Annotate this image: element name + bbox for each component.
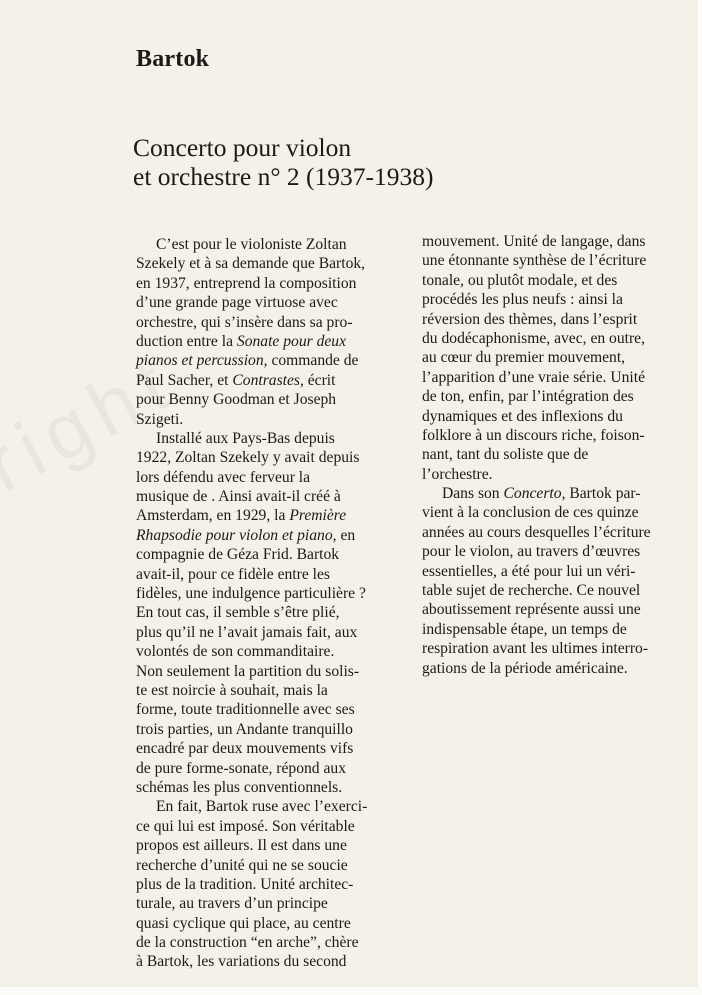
text-line [422,445,690,464]
text-run: , en [332,526,356,544]
text-run: de pure forme-sonate, répond aux [136,759,346,777]
text-line [422,465,690,484]
text-run: pour Benny Goodman et Joseph [136,391,337,409]
text-run: recherche d’unité qui ne se soucie [136,856,348,874]
text-line [422,290,690,309]
italic-title: Sonate pour deux [236,332,347,350]
text-line [136,642,412,661]
text-line [136,410,412,429]
title-line: et orchestre n° 2 (1937-1938) [133,162,434,191]
text-line [422,542,690,561]
text-line [422,581,690,600]
text-run: propos est ailleurs. Il est dans une [136,837,347,855]
text-run: indispensable étape, un temps de [422,620,627,638]
text-run: compagnie de Géza Frid. Bartok [136,546,340,564]
text-run: gations de la période américaine. [422,659,628,677]
text-run: années au cours desquelles l’écriture [422,523,651,541]
text-line [136,584,412,603]
text-line [422,620,690,639]
text-run: procédés les plus neufs : ainsi la [422,291,623,309]
text-run: Installé aux Pays-Bas depuis [156,429,335,447]
text-run: turale, au travers d’un principe [136,895,328,913]
text-run: fidèles, une indulgence particulière ? [136,585,366,603]
text-run: du dodécaphonisme, avec, en outre, [422,329,645,347]
text-line [136,778,412,797]
text-column-left [136,235,412,972]
text-line [136,274,412,293]
text-run: de ton, enfin, par l’intégration des [422,388,634,406]
text-run: C’est pour le violoniste Zoltan [156,236,347,253]
text-run: , écrit [299,371,336,389]
italic-title: pianos et percussion [136,352,264,370]
text-line [136,836,412,855]
text-line [136,759,412,778]
text-run: dynamiques et des inflexions du [422,407,623,425]
text-run: plus de la tradition. Unité architec- [136,875,354,893]
text-run: duction entre la [136,332,237,350]
text-run: trois parties, un Andante tranquillo [136,720,353,738]
text-run: ce qui lui est imposé. Son véritable [136,817,355,835]
text-run: orchestre, qui s’insère dans sa pro- [136,313,353,331]
text-run: l’orchestre. [422,465,493,483]
text-line [136,293,412,312]
text-run: l’apparition d’une vraie série. Unité [422,368,645,386]
page-edge-right [698,0,702,995]
italic-title: Contrastes [232,371,300,389]
text-line [422,562,690,581]
text-run: forme, toute traditionnelle avec ses [136,701,355,719]
text-line [422,407,690,426]
text-run: vient à la conclusion de ces quinze [422,504,639,522]
text-run: , commande de [263,352,359,370]
text-run: Dans son [442,485,504,503]
text-run: de la construction “en arche”, chère [136,934,359,952]
text-run: Paul Sacher, et [136,371,233,389]
text-line [422,387,690,406]
composer-heading: Bartok [136,46,210,72]
text-line [136,797,412,816]
text-run: essentielles, a été pour lui un véri- [422,562,636,580]
text-line [136,235,412,254]
text-run: encadré par deux mouvements vifs [136,740,354,758]
text-run: une étonnante synthèse de l’écriture [422,252,647,270]
text-line [136,739,412,758]
text-run: réversion des thèmes, dans l’esprit [422,310,638,328]
text-line [422,523,690,542]
text-line [136,526,412,545]
text-run: lors défendu avec ferveur la [136,468,311,486]
text-line [422,271,690,290]
text-line [422,600,690,619]
text-run: schémas les plus conventionnels. [136,778,343,796]
text-run: plus qu’il ne l’avait jamais fait, aux [136,623,358,641]
text-line [136,313,412,332]
text-line [422,251,690,270]
text-line [136,817,412,836]
text-line [136,933,412,952]
text-run: à Bartok, les variations du second [136,953,347,971]
text-line [136,875,412,894]
text-run: volontés de son commanditaire. [136,643,335,661]
italic-title: Première [289,507,347,525]
text-run: pour le violon, au travers d’œuvres [422,543,641,561]
text-line [136,332,412,351]
text-line [136,952,412,971]
text-line [136,662,412,681]
text-line [136,448,412,467]
text-run: table sujet de recherche. Ce nouvel [422,582,641,600]
text-line [136,914,412,933]
text-run: nant, tant du soliste que de [422,446,589,464]
text-line [136,565,412,584]
text-line [136,390,412,409]
page-edge-bottom [0,987,702,995]
text-line [136,371,412,390]
text-line [422,426,690,445]
piece-title [133,133,434,191]
text-line [136,603,412,622]
text-line [136,856,412,875]
text-run: au cœur du premier mouvement, [422,349,626,367]
text-line [422,348,690,367]
text-line [422,368,690,387]
italic-title: Concerto [503,485,562,503]
text-run: , Bartok par- [561,485,641,503]
text-line [136,545,412,564]
text-line [422,310,690,329]
text-run: musique de . Ainsi avait-il créé à [136,488,341,506]
text-run: avait-il, pour ce fidèle entre les [136,565,330,583]
text-line [422,329,690,348]
text-line [422,232,690,251]
text-run: 1922, Zoltan Szekely y avait depuis [136,449,360,467]
title-line: Concerto pour violon [133,133,352,162]
text-line [422,639,690,658]
text-run: Non seulement la partition du solis- [136,662,360,680]
text-line [136,429,412,448]
italic-title: Rhapsodie pour violon et piano [136,526,333,544]
text-run: en 1937, entreprend la composition [136,274,357,292]
text-run: mouvement. Unité de langage, dans [422,233,646,250]
text-line [136,468,412,487]
text-run: tonale, ou plutôt modale, et des [422,271,618,289]
text-column-right [422,232,690,678]
text-line [422,484,690,503]
text-line [422,659,690,678]
text-line [136,700,412,719]
text-line [422,503,690,522]
text-line [136,894,412,913]
text-line [136,681,412,700]
text-run: folklore à un discours riche, foison- [422,426,645,444]
text-run: Amsterdam, en 1929, la [136,507,290,525]
text-run: te est noircie à souhait, mais la [136,681,328,699]
text-run: En tout cas, il semble s’être plié, [136,604,340,622]
text-line [136,506,412,525]
text-line [136,351,412,370]
text-run: En fait, Bartok ruse avec l’exerci- [156,798,368,816]
text-line [136,720,412,739]
text-run: respiration avant les ultimes interro- [422,640,649,658]
text-run: aboutissement représente aussi une [422,601,641,619]
text-line [136,623,412,642]
text-run: quasi cyclique qui place, au centre [136,914,351,932]
text-line [136,487,412,506]
text-run: d’une grande page virtuose avec [136,294,338,312]
text-run: Szigeti. [136,410,184,428]
text-line [136,254,412,273]
text-run: Szekely et à sa demande que Bartok, [136,255,366,273]
